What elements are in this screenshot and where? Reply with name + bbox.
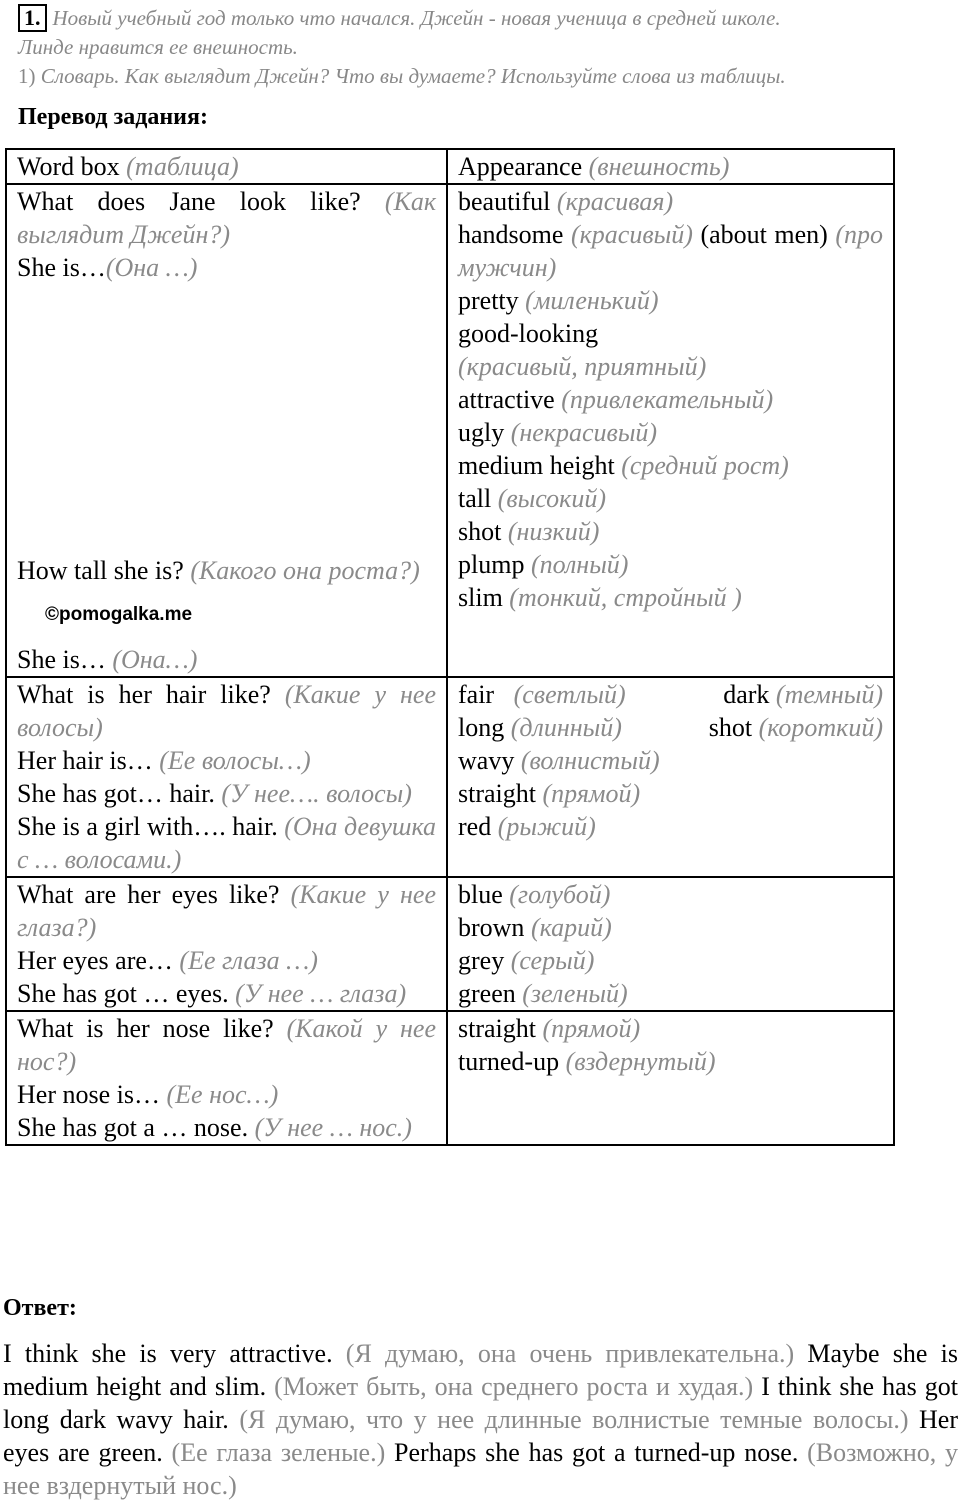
question-line: What is her hair like? (Какие у нее волосы) (17, 680, 437, 742)
table-header-row (6, 149, 894, 184)
word-item: turned-up (вздернутый) (458, 1047, 716, 1076)
vocabulary-table (5, 148, 895, 1146)
word-item: beautiful (красивая) (458, 187, 674, 216)
word-item: plump (полный) (458, 550, 629, 579)
question-line: What does Jane look like? (Как выглядит Джейн?) (17, 187, 436, 249)
word-item: blue (голубой) (458, 880, 611, 909)
answer-text: I think she is very attractive. (Я думаю, она очень привлекательна.) Maybe she is medium height and slim. (Может быть, она среднего роста и худая.) I think she has got long dark wavy hair. (Я думаю, что у нее длинные волнистые темные волосы.) Her eyes are green. (Ее глаза зеленые.) Perhaps she has got a turned-up nose. (Возможно, у нее вздернутый нос.) (3, 1339, 959, 1500)
question-line: She has got a … nose. (У нее … нос.) (17, 1113, 412, 1142)
word-item: long (длинный) shot (короткий) (458, 713, 883, 742)
question-line: Her nose is… (Ее нос…) (17, 1080, 279, 1109)
word-item: straight (прямой) (458, 779, 641, 808)
words-cell-eyes (447, 877, 894, 1011)
word-item: tall (высокий) (458, 484, 606, 513)
task-text-line3: Словарь. Как выглядит Джейн? Что вы думаете? Используйте слова из таблицы. (40, 64, 786, 88)
word-item: medium height (средний рост) (458, 451, 789, 480)
questions-cell-nose (6, 1011, 447, 1145)
question-line: How tall she is? (Какого она роста?) (17, 556, 420, 585)
word-item: handsome (красивый) (about men) (про мужчин) (458, 220, 884, 282)
word-item: wavy (волнистый) (458, 746, 660, 775)
task-text-line1: Новый учебный год только что начался. Джейн - новая ученица в средней школе. (52, 6, 781, 30)
word-item: green (зеленый) (458, 979, 628, 1008)
question-line: She is…(Она …) (17, 253, 198, 282)
question-line: What are her eyes like? (Какие у нее глаза?) (17, 880, 436, 942)
question-line: What is her nose like? (Какой у нее нос?) (17, 1014, 436, 1076)
word-item: good-looking (красивый, приятный) (458, 319, 707, 381)
question-line: Her hair is… (Ее волосы…) (17, 746, 311, 775)
task-header (18, 4, 938, 91)
question-line: She is… (Она…) (17, 645, 198, 674)
table-row-appearance (6, 184, 894, 677)
words-cell-hair (447, 677, 894, 877)
table-row-hair (6, 677, 894, 877)
question-line: She is a girl with…. hair. (Она девушка с … волосами.) (17, 812, 437, 874)
task-text-line2: Линде нравится ее внешность. (18, 35, 298, 59)
translation-heading: Перевод задания: (18, 104, 208, 130)
word-item: attractive (привлекательный) (458, 385, 774, 414)
task-sub-number: 1) (18, 64, 41, 88)
questions-cell-eyes (6, 877, 447, 1011)
question-line: She has got… hair. (У нее…. волосы) (17, 779, 412, 808)
question-line: She has got … eyes. (У нее … глаза) (17, 979, 407, 1008)
word-item: pretty (миленький) (458, 286, 659, 315)
questions-cell-look (6, 184, 447, 677)
word-item: brown (карий) (458, 913, 612, 942)
questions-cell-hair (6, 677, 447, 877)
task-number: 1. (18, 4, 47, 32)
word-item: grey (серый) (458, 946, 595, 975)
word-item: red (рыжий) (458, 812, 596, 841)
question-line: Her eyes are… (Ее глаза …) (17, 946, 318, 975)
answer-heading: Ответ: (3, 1295, 77, 1321)
word-item: fair (светлый) dark (темный) (458, 680, 883, 709)
header-cell-word-box: Word box (таблица) (6, 149, 447, 184)
table-row-nose (6, 1011, 894, 1145)
words-cell-nose (447, 1011, 894, 1145)
watermark: ©pomogalka.me (45, 604, 193, 625)
words-cell-appearance (447, 184, 894, 677)
word-item: ugly (некрасивый) (458, 418, 658, 447)
word-item: straight (прямой) (458, 1014, 641, 1043)
table-row-eyes (6, 877, 894, 1011)
header-cell-appearance: Appearance (внешность) (447, 149, 894, 184)
word-item: slim (тонкий, стройный ) (458, 583, 742, 612)
word-item: shot (низкий) (458, 517, 600, 546)
